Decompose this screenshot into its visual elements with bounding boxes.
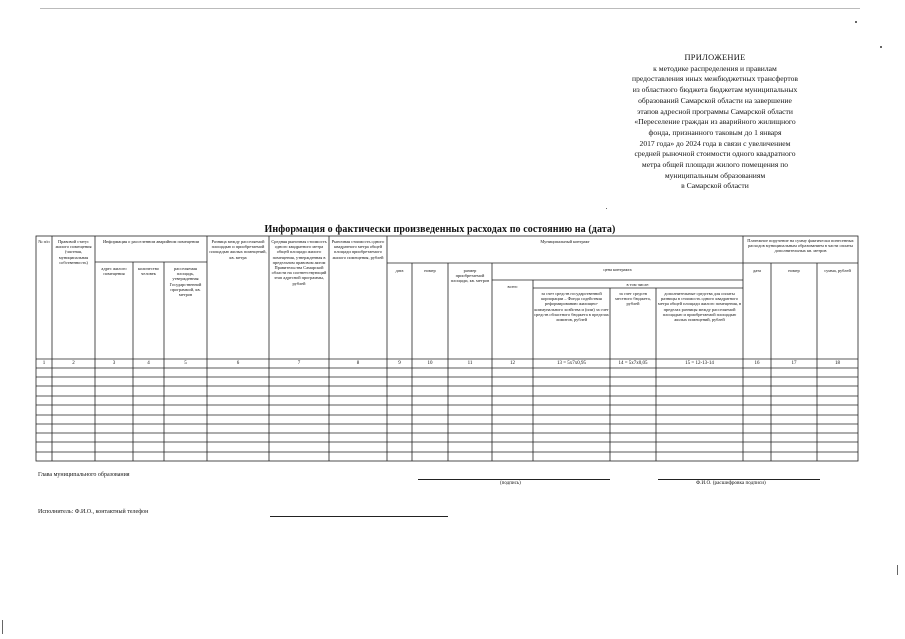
header-diff: Разница между расселяемой площадью и приобретаемой площадью жилых помещений, кв. метра [209, 239, 267, 260]
col-number: 18 [835, 361, 840, 366]
header-area: расселяемая площадь, утвержденная Государственной программой, кв. метров [169, 266, 202, 298]
header-price: цена контракта [603, 267, 632, 272]
header-odate: дата [753, 268, 761, 273]
header-total: всего [507, 284, 518, 289]
header-order: Платежное поручение на сумму фактически понесенных расходов муниципальным образованием в части оплаты дополнительных кв. метров [747, 238, 854, 254]
header-extra: дополнительные средства для оплаты разницы в стоимость одного квадратного метра общей площади жилого помещения, в пределах разницы между расселяемой площадью и приобретаемой площадью жилых помещений, рублей [657, 291, 742, 323]
table-title: Информация о фактически произведенных расходах по состоянию на (дата) [264, 224, 616, 235]
col-number: 4 [147, 361, 150, 366]
scan-edge [40, 8, 860, 9]
col-number: 13 = 5х7х0,95 [556, 361, 587, 366]
col-number: 16 [754, 361, 760, 366]
col-number: 8 [356, 361, 360, 366]
appendix-line: метра общей площади жилого помещения по [641, 160, 789, 170]
appendix-line: из областного бюджета бюджетам муниципальных [632, 85, 798, 95]
header-contract: Муниципальный контракт [540, 239, 590, 244]
header-people: количество человек [138, 266, 159, 277]
header-market: Рыночная стоимость одного квадратного метра общей площади приобретаемого жилого помещения, рублей [331, 239, 385, 260]
col-number: 17 [791, 361, 797, 366]
signature-line [418, 479, 610, 480]
col-number: 6 [236, 361, 240, 366]
col-number: 12 [510, 361, 515, 366]
col-number: 5 [184, 361, 187, 366]
col-number: 9 [398, 361, 401, 366]
header-incl: в том числе: [626, 282, 650, 287]
appendix-line: муниципальным образованиям [664, 170, 766, 180]
col-number: 3 [112, 361, 116, 366]
col-number: 10 [427, 361, 433, 366]
scan-speck [880, 46, 882, 48]
header-size: размер приобретаемой площади, кв. метров [450, 268, 490, 284]
scan-speck [606, 208, 607, 209]
header-n: № п/п [38, 239, 50, 244]
signature-caption: (подпись) [500, 481, 521, 486]
appendix-line: этапов адресной программы Самарской области [637, 106, 793, 116]
scan-speck [897, 565, 898, 575]
col-number: 7 [297, 361, 301, 366]
scan-speck [2, 620, 3, 634]
footer-head-label: Глава муниципального образования [38, 472, 130, 478]
header-fund: за счет средств государственной корпорации – Фонда содействия реформированию жилищно-коммунального хозйства и (или) за счет средств областного бюджета в пределах лимитов, рублей [534, 291, 609, 323]
header-local: за счет средств местного бюджета, рублей [615, 291, 651, 307]
header-osum: сумма, рублей [824, 268, 851, 273]
header-date: дата [395, 268, 404, 273]
col-number: 2 [72, 361, 75, 366]
col-number: 1 [42, 361, 46, 366]
executor-line [270, 516, 448, 517]
appendix-line: в Самарской области [681, 181, 749, 191]
header-onum: номер [788, 268, 800, 273]
appendix-line: образований Самарской области на завершение [638, 95, 792, 105]
appendix-line: к методике распределения и правилам [653, 63, 777, 73]
header-status: Правовой статус жилого помещения (частная, муниципальная собственность) [55, 239, 92, 265]
fio-caption: Ф.И.О. (расшифровка подписи) [696, 480, 766, 486]
col-number: 11 [467, 361, 473, 366]
col-number: 14 = 5х7х0,05 [618, 361, 648, 366]
scan-speck [855, 21, 857, 23]
appendix-line: предоставления иных межбюджетных трансфертов [632, 74, 798, 84]
executor-label: Исполнитель: Ф.И.О., контактный телефон [38, 509, 149, 515]
header-resettled: Информация о расселенном аварийном помещении [102, 239, 200, 244]
appendix-line: «Переселение граждан из аварийного жилищного [634, 117, 796, 127]
appendix-line: средней рыночной стоимости одного квадратного [634, 149, 796, 159]
appendix-title: ПРИЛОЖЕНИЕ [684, 53, 746, 62]
header-address: адрес жилого помещения [101, 266, 127, 277]
appendix-line: фонда, признанного таковым до 1 января [648, 127, 782, 137]
appendix-line: 2017 года» до 2024 года в связи с увеличением [639, 138, 791, 148]
header-number: номер [424, 268, 436, 273]
col-number: 15 = 12-13-14 [685, 361, 714, 366]
header-avgcost: Средняя рыночная стоимость одного квадратного метра общей площади жилого помещения, утвержденная в предельном правовом актом Правительства Самарской области на соответствующий этап адресной программы, рублей [271, 239, 327, 286]
